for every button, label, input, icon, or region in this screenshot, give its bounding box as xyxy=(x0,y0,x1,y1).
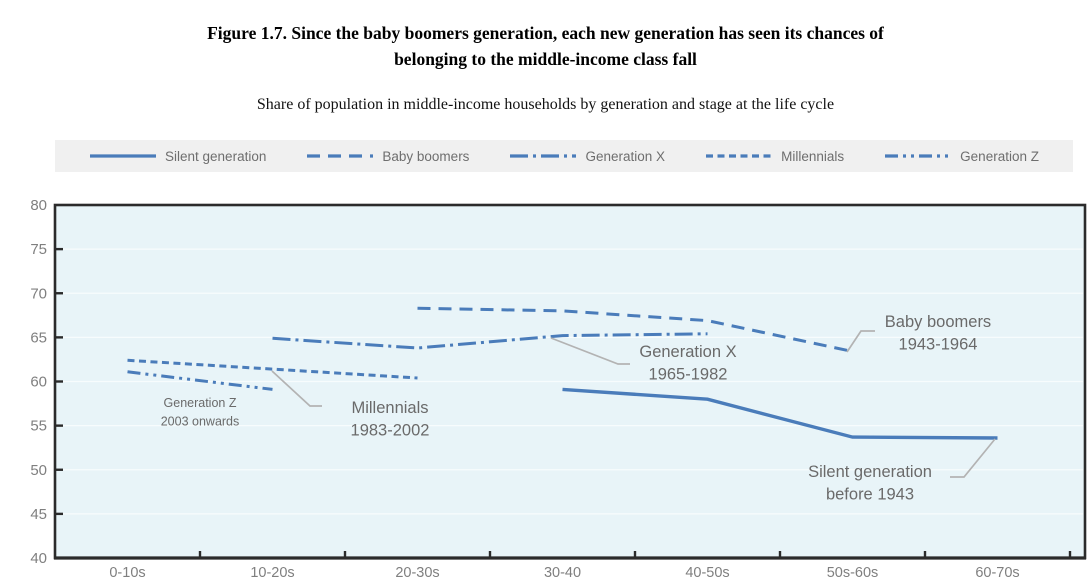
legend-item-label: Generation X xyxy=(585,148,666,164)
y-tick-label: 50 xyxy=(30,461,47,479)
x-tick-label: 20-30s xyxy=(395,565,440,581)
legend-line-sample xyxy=(306,152,374,160)
figure-title-line1: Figure 1.7. Since the baby boomers generation, each new generation has seen its chances of xyxy=(207,23,884,43)
annotation-text: 1983-2002 xyxy=(350,421,430,440)
figure-title xyxy=(0,20,1091,73)
annotation-text: 2003 onwards xyxy=(160,414,240,429)
y-tick-label: 75 xyxy=(30,241,47,259)
annotation-text: 1943-1964 xyxy=(898,335,978,354)
x-tick-label: 30-40 xyxy=(543,565,582,581)
annotation-text: Millennials xyxy=(351,399,429,417)
x-tick-label: 10-20s xyxy=(250,565,295,581)
y-tick-label: 70 xyxy=(30,285,47,303)
legend-item-label: Silent generation xyxy=(165,148,267,164)
y-tick-label: 65 xyxy=(30,329,47,347)
legend-item-label: Baby boomers xyxy=(382,148,470,164)
chart-canvas xyxy=(0,185,1091,586)
annotation-text: before 1943 xyxy=(825,485,915,504)
y-tick-label: 55 xyxy=(30,417,47,435)
x-tick-label: 60-70s xyxy=(975,565,1020,581)
x-tick-label: 50s-60s xyxy=(826,565,879,581)
annotation-text: Generation Z xyxy=(163,396,237,410)
legend-item-millennials xyxy=(705,149,844,164)
legend-item-baby-boomers xyxy=(306,149,469,164)
y-tick-label: 80 xyxy=(30,197,47,214)
annotation-text: Baby boomers xyxy=(884,313,992,331)
legend-line-sample xyxy=(705,152,773,160)
annotation-text: Silent generation xyxy=(808,463,932,481)
annotation-text: 1965-1982 xyxy=(648,365,728,384)
legend-item-label: Millennials xyxy=(781,148,845,164)
y-tick-label: 60 xyxy=(30,373,47,391)
legend-item-silent-generation xyxy=(89,149,266,164)
legend-line-sample xyxy=(884,152,952,160)
annotation-text: Generation X xyxy=(639,343,737,361)
figure-title-line2: belonging to the middle-income class fall xyxy=(394,49,697,70)
y-tick-label: 40 xyxy=(30,550,47,567)
legend-line-sample xyxy=(89,152,157,160)
chart-legend xyxy=(55,140,1073,172)
x-tick-label: 0-10s xyxy=(109,565,146,581)
legend-item-generation-x xyxy=(509,149,665,164)
y-tick-label: 45 xyxy=(30,505,47,523)
legend-item-label: Generation Z xyxy=(960,148,1039,164)
legend-line-sample xyxy=(509,152,577,160)
legend-item-generation-z xyxy=(884,149,1039,164)
figure-subtitle: Share of population in middle-income households by generation and stage at the life cycle xyxy=(256,96,835,113)
x-tick-label: 40-50s xyxy=(685,565,730,581)
